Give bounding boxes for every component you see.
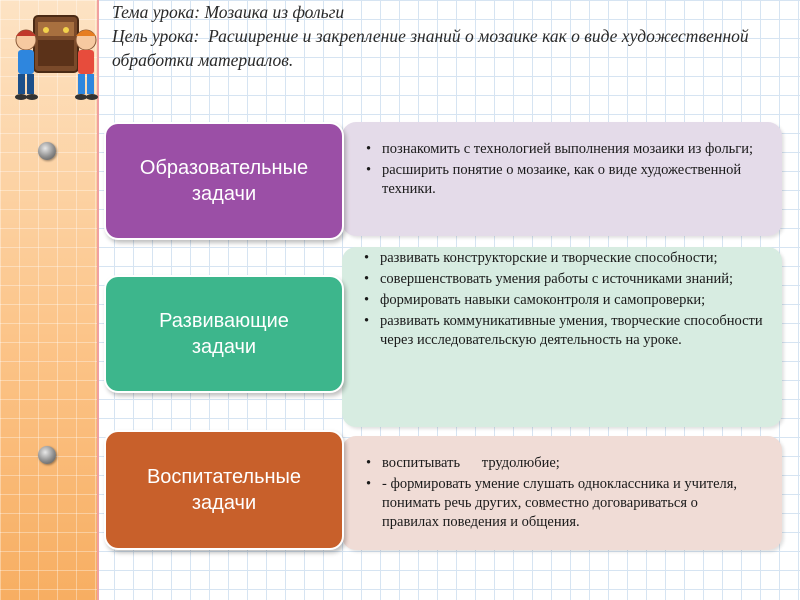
goal-text: Расширение и закрепление знаний о мозаике как о виде художественной обработки материалов.: [112, 26, 749, 70]
list-item: • формировать навыки самоконтроля и самопроверки;: [362, 291, 772, 310]
educational-tasks-list: [364, 140, 764, 201]
list-item: • совершенствовать умения работы с источниками знаний;: [362, 270, 772, 289]
topic-prefix: Тема урока:: [112, 2, 201, 22]
developing-tasks-list: [362, 249, 772, 352]
educational-tasks-details: [342, 122, 782, 236]
kids-carrying-box-logo-icon: [8, 6, 104, 104]
lesson-topic: [112, 0, 792, 24]
label-line: задачи: [191, 336, 257, 358]
upbringing-tasks-label: [104, 430, 344, 550]
goal-prefix: Цель урока:: [112, 26, 200, 46]
label-line: Образовательные: [139, 157, 309, 179]
lesson-goal: [112, 24, 792, 72]
upbringing-tasks-list: [364, 454, 754, 534]
list-item: • расширить понятие о мозаике, как о виде художественной техники.: [364, 161, 764, 199]
binder-hole: [38, 446, 56, 464]
topic-text: Мозаика из фольги: [204, 2, 345, 22]
label-line: Развивающие: [159, 310, 289, 332]
list-item: • развивать коммуникативные умения, творческие способности через исследовательскую деятельность на уроке.: [362, 312, 772, 350]
upbringing-tasks-row: [104, 436, 782, 550]
list-item: • развивать конструкторские и творческие способности;: [362, 249, 772, 268]
label-line: задачи: [191, 183, 257, 205]
educational-tasks-label: [104, 122, 344, 240]
developing-tasks-label: [104, 275, 344, 393]
list-item: • познакомить с технологией выполнения мозаики из фольги;: [364, 140, 764, 159]
lesson-header: [112, 0, 792, 72]
upbringing-tasks-details: [342, 436, 782, 550]
educational-tasks-row: [104, 122, 782, 236]
label-line: задачи: [191, 492, 257, 514]
developing-tasks-details: [342, 247, 782, 427]
list-item: • воспитывать трудолюбие;: [364, 454, 754, 473]
list-item: • - формировать умение слушать одноклассника и учителя, понимать речь других, совместно договариваться о правилах поведения и общения.: [364, 475, 754, 532]
developing-tasks-row: [104, 247, 782, 427]
label-line: Воспитательные: [146, 466, 302, 488]
binder-hole: [38, 142, 56, 160]
